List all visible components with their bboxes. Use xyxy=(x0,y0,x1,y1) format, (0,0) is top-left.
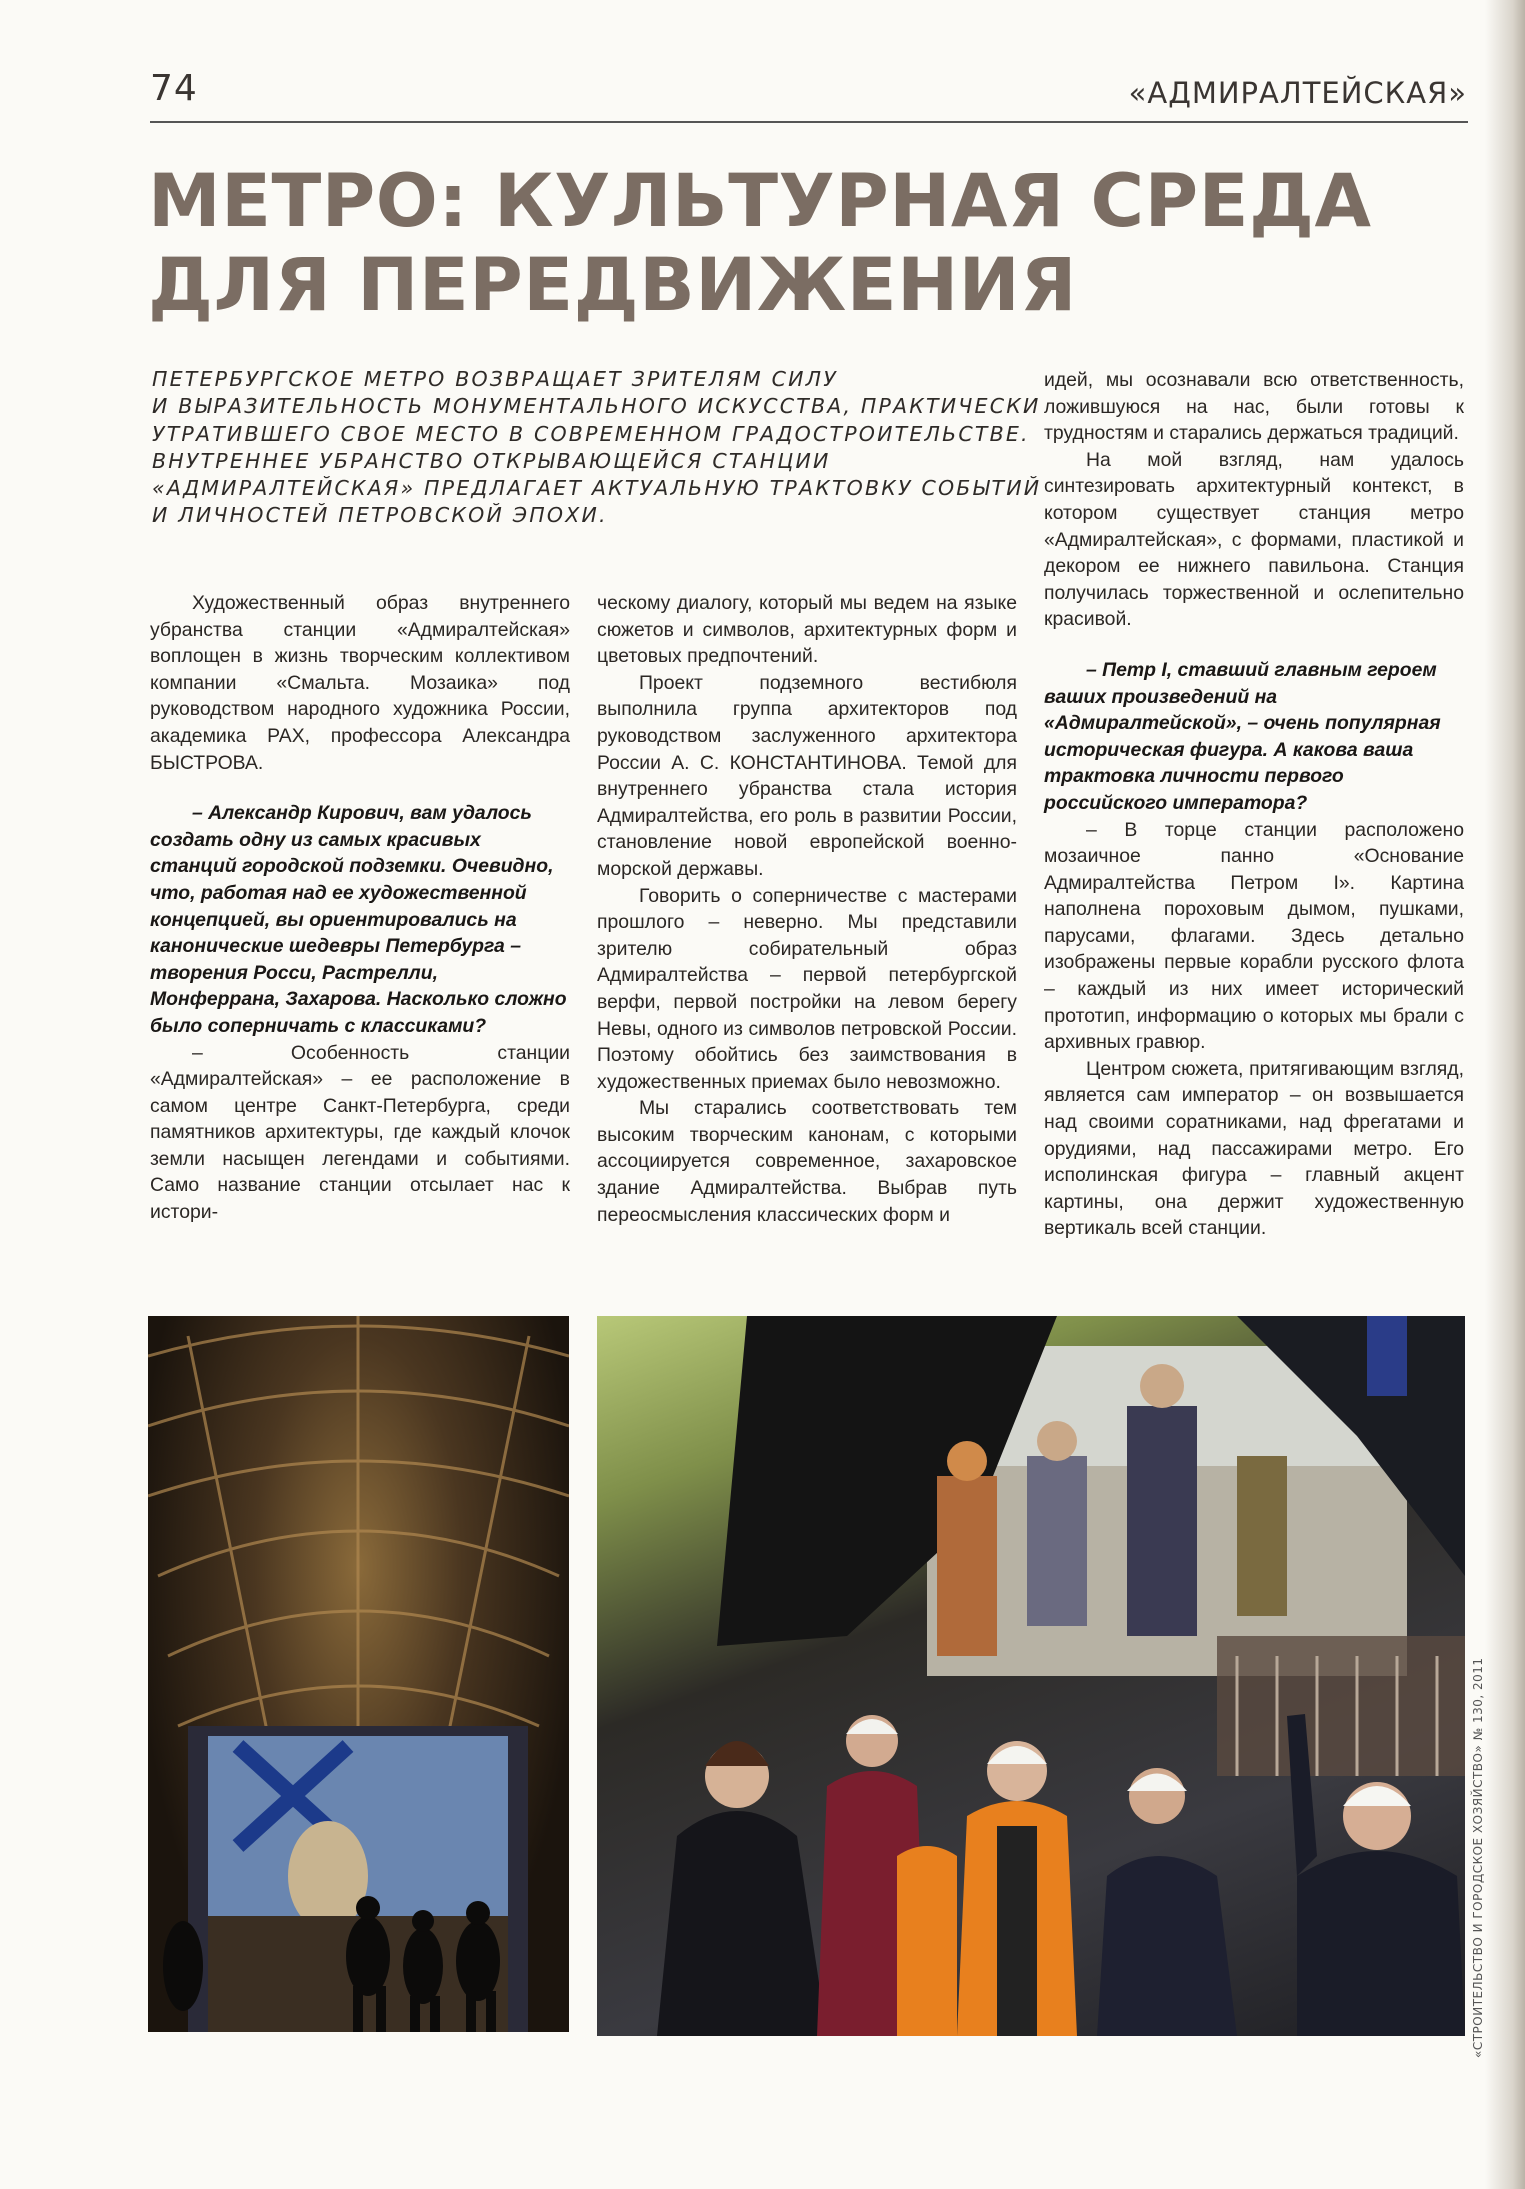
photo-mosaic-inspection xyxy=(597,1316,1465,2036)
paragraph-continuation: ческому диалогу, который мы ведем на языке сюжетов и символов, архитектурных форм и цветовых предпочтений. xyxy=(597,592,1017,668)
lead-line: ВНУТРЕННЕЕ УБРАНСТВО ОТКРЫВАЮЩЕЙСЯ СТАНЦИИ xyxy=(152,448,831,473)
text-column-3 xyxy=(1044,367,1464,1242)
lead-line: ПЕТЕРБУРГСКОЕ МЕТРО ВОЗВРАЩАЕТ ЗРИТЕЛЯМ СИЛУ xyxy=(152,367,838,391)
photo-station-vault xyxy=(148,1316,569,2032)
paragraph: На мой взгляд, нам удалось синтезировать архитектурный контекст, в котором существует станция метро «Адмиралтейская», с формами, пластикой и декором ее нижнего павильона. Станция получилась торжественной и ослепительно красивой. xyxy=(1044,448,1464,631)
article-title xyxy=(148,160,1448,328)
paragraph-continuation: идей, мы осознавали всю ответственность, ложившуюся на нас, были готовы к трудностям и старались держаться традиций. xyxy=(1044,369,1464,445)
paragraph: Центром сюжета, притягивающим взгляд, является сам император – он возвышается над своими соратниками, над фрегатами и орудиями, над пассажирами метро. Его исполинская фигура – главный акцент картины, она держит художественную вертикаль всей станции. xyxy=(1044,1057,1464,1240)
article-lead xyxy=(152,366,1042,530)
interview-answer: – В торце станции расположено мозаичное панно «Основание Адмиралтейства Петром I». Картина наполнена пороховым дымом, пушками, парусами, флагами. Здесь детально изображены первые корабли русского флота – каждый из них имеет исторический прототип, информацию о которых мы брали с архивных гравюр. xyxy=(1044,818,1464,1054)
lead-line: И ВЫРАЗИТЕЛЬНОСТЬ МОНУМЕНТАЛЬНОГО ИСКУССТВА, ПРАКТИЧЕСКИ xyxy=(152,394,1041,419)
paragraph: Проект подземного вестибюля выполнила группа архитекторов под руководством заслуженного архитектора России А. С. КОНСТАНТИНОВА. Темой для внутреннего убранства стала история Адмиралтейства, его роль в развитии России, становление новой европейской военно-морской державы. xyxy=(597,671,1017,880)
page-number: 74 xyxy=(150,68,198,109)
interview-question: – Петр I, ставший главным героем ваших произведений на «Адмиралтейской», – очень популярная историческая фигура. А какова ваша трактовка личности первого российского императора? xyxy=(1044,658,1441,814)
interview-answer: – Особенность станции «Адмиралтейская» – ее расположение в самом центре Санкт-Петербурга, среди памятников архитектуры, где каждый клочок земли насыщен легендами и событиями. Само название станции отсылает нас к истори- xyxy=(150,1041,570,1224)
paragraph: Мы старались соответствовать тем высоким творческим канонам, с которыми ассоциируется современное, захаровское здание Адмиралтейства. Выбрав путь переосмысления классических форм и xyxy=(597,1097,1017,1226)
lead-line: И ЛИЧНОСТЕЙ ПЕТРОВСКОЙ ЭПОХИ. xyxy=(152,503,608,528)
page-edge-shadow xyxy=(1485,0,1525,2189)
lead-line: УТРАТИВШЕГО СВОЕ МЕСТО В СОВРЕМЕННОМ ГРАДОСТРОИТЕЛЬСТВЕ. xyxy=(152,421,1030,446)
header-rule xyxy=(150,121,1468,123)
text-column-2 xyxy=(597,590,1017,1228)
paragraph: Говорить о соперничестве с мастерами прошлого – неверно. Мы представили зрителю собирательный образ Адмиралтейства – первой петербургской верфи, первой постройки на левом берегу Невы, одного из символов петровской России. Поэтому обойтись без заимствования в художественных приемах было невозможно. xyxy=(597,884,1017,1093)
title-line: МЕТРО: КУЛЬТУРНАЯ СРЕДА xyxy=(148,159,1372,244)
text-column-1 xyxy=(150,590,570,1226)
intro-paragraph: Художественный образ внутреннего убранства станции «Адмиралтейская» воплощен в жизнь творческим коллективом компании «Смальта. Мозаика» под руководством народного художника России, академика РАХ, профессора Александра БЫСТРОВА. xyxy=(150,592,570,774)
interview-question: – Александр Кирович, вам удалось создать одну из самых красивых станций городской подземки. Очевидно, что, работая над ее художественной концепцией, вы ориентировались на канонические шедевры Петербурга – творения Росси, Растрелли, Монферрана, Захарова. Насколько сложно было соперничать с классиками? xyxy=(150,802,567,1037)
mosaic-inspection-illustration xyxy=(597,1316,1465,2036)
side-caption: «СТРОИТЕЛЬСТВО И ГОРОДСКОЕ ХОЗЯЙСТВО» № 130, 2011 xyxy=(1471,1657,1485,2058)
title-line: ДЛЯ ПЕРЕДВИЖЕНИЯ xyxy=(148,243,1077,328)
vault-illustration xyxy=(148,1316,569,2032)
running-header-section: «АДМИРАЛТЕЙСКАЯ» xyxy=(1128,76,1467,110)
lead-line: «АДМИРАЛТЕЙСКАЯ» ПРЕДЛАГАЕТ АКТУАЛЬНУЮ ТРАКТОВКУ СОБЫТИЙ xyxy=(152,476,1042,501)
